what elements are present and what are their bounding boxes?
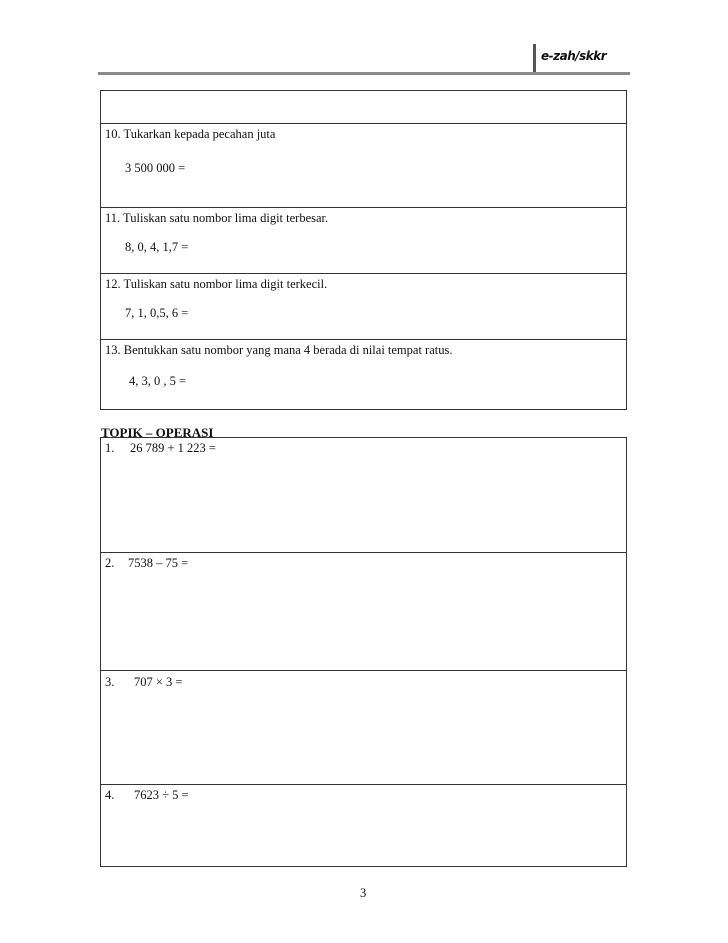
question-13-prompt: 13. Bentukkan satu nombor yang mana 4 berada di nilai tempat ratus.	[105, 343, 453, 357]
question-11-answer: 8, 0, 4, 1,7 =	[125, 240, 189, 254]
operation-2-number: 2.	[105, 556, 115, 570]
operation-4-expression: 7623 ÷ 5 =	[134, 788, 189, 802]
question-12-answer: 7, 1, 0,5, 6 =	[125, 306, 189, 320]
operation-4-cell	[101, 784, 626, 866]
header-rule	[98, 72, 630, 75]
operation-4-number: 4.	[105, 788, 115, 802]
question-table-part1	[100, 90, 627, 410]
question-10-answer: 3 500 000 =	[125, 161, 186, 175]
operation-2-expression: 7538 – 75 =	[128, 556, 189, 570]
blank-question-cell	[101, 91, 626, 123]
operation-2-cell	[101, 552, 626, 670]
operation-1-number: 1.	[105, 441, 115, 455]
question-10-prompt: 10. Tukarkan kepada pecahan juta	[105, 127, 276, 141]
operation-1-cell	[101, 438, 626, 552]
operation-1-expression: 26 789 + 1 223 =	[130, 441, 216, 455]
question-10-cell	[101, 123, 626, 207]
question-table-operations	[100, 437, 627, 867]
question-13-answer: 4, 3, 0 , 5 =	[129, 374, 187, 388]
operation-3-cell	[101, 670, 626, 784]
header-brand: e-zah/skkr	[541, 49, 607, 63]
page-number: 3	[360, 886, 367, 900]
question-11-prompt: 11. Tuliskan satu nombor lima digit terbesar.	[105, 211, 329, 225]
question-11-cell	[101, 207, 626, 273]
question-12-cell	[101, 273, 626, 339]
operation-3-expression: 707 × 3 =	[134, 675, 183, 689]
operation-3-number: 3.	[105, 675, 115, 689]
question-12-prompt: 12. Tuliskan satu nombor lima digit terkecil.	[105, 277, 328, 291]
section-title: TOPIK – OPERASI	[101, 425, 214, 440]
header-divider	[533, 44, 536, 74]
question-13-cell	[101, 339, 626, 411]
